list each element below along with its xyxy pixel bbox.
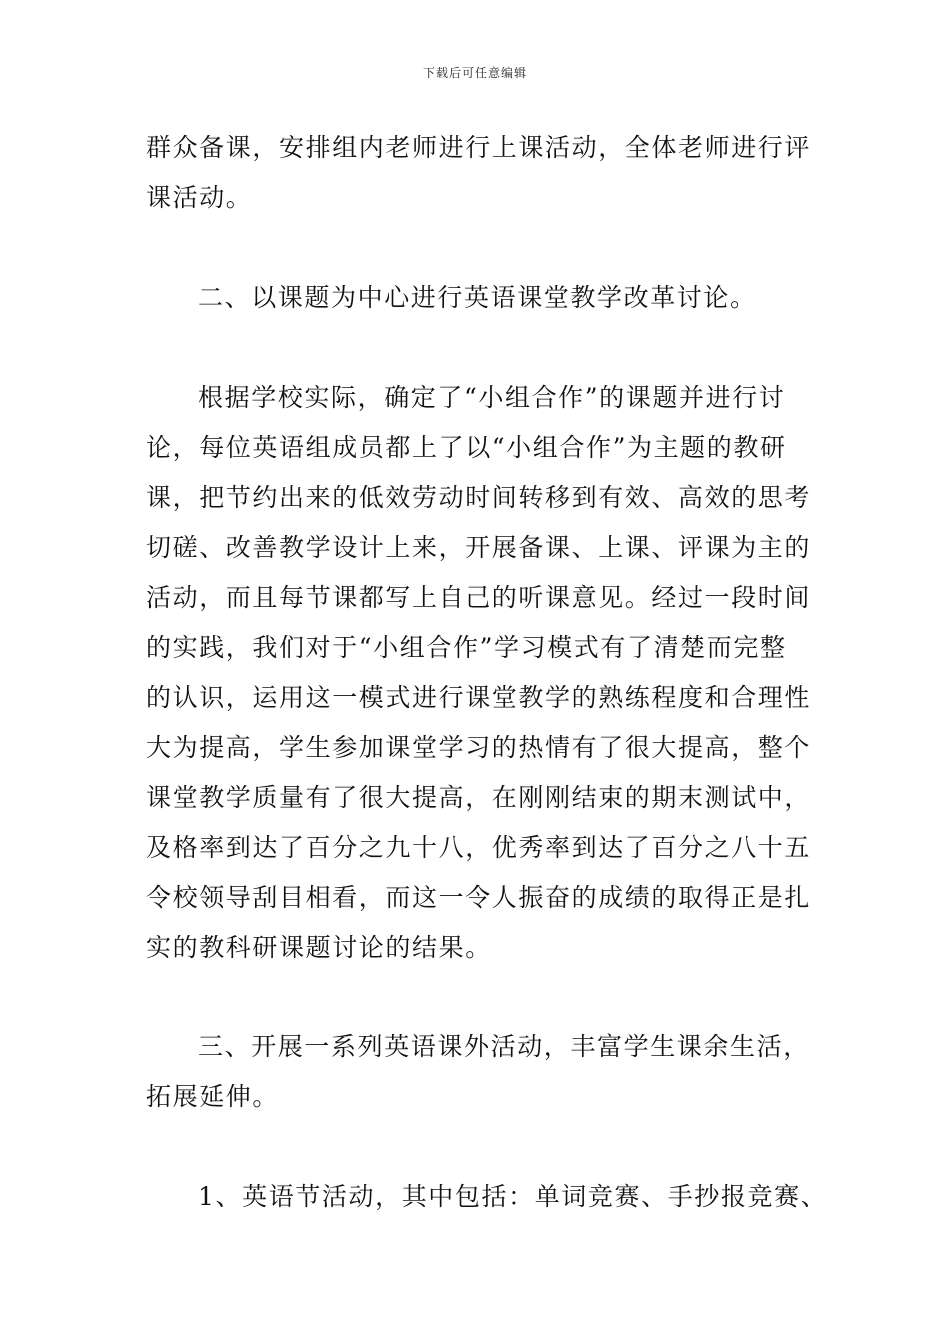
paragraph-1 (146, 123, 812, 223)
section-heading-3 (146, 1022, 808, 1122)
paragraph-line: 根据学校实际，确定了“小组合作”的课题并进行讨 (198, 383, 786, 412)
paragraph-line: 及格率到达了百分之九十八，优秀率到达了百分之八十五 (146, 833, 812, 862)
paragraph-line: 论，每位英语组成员都上了以“小组合作”为主题的教研 (146, 433, 787, 462)
section-heading-2 (146, 273, 808, 323)
paragraph-line: 令校领导刮目相看，而这一令人振奋的成绩的取得正是扎 (146, 883, 812, 912)
paragraph-line: 活动，而且每节课都写上自己的听课意见。经过一段时间 (146, 583, 812, 612)
paragraph-line: 课活动。 (146, 183, 253, 212)
paragraph-line: 群众备课，安排组内老师进行上课活动，全体老师进行评 (146, 133, 812, 162)
paragraph-line: 三、开展一系列英语课外活动，丰富学生课余生活， (198, 1032, 810, 1061)
paragraph-3 (146, 373, 812, 973)
paragraph-line: 1、英语节活动，其中包括：单词竞赛、手抄报竞赛、 (198, 1182, 828, 1211)
list-item-1 (146, 1172, 828, 1222)
paragraph-line: 实的教科研课题讨论的结果。 (146, 933, 492, 962)
page-header-note: 下载后可任意编辑 (422, 66, 527, 80)
paragraph-line: 拓展延伸。 (146, 1082, 280, 1111)
paragraph-line: 二、以课题为中心进行英语课堂教学改革讨论。 (198, 283, 757, 312)
paragraph-line: 的认识，运用这一模式进行课堂教学的熟练程度和合理性 (146, 683, 812, 712)
paragraph-line: 切磋、改善教学设计上来，开展备课、上课、评课为主的 (146, 533, 812, 562)
paragraph-line: 课堂教学质量有了很大提高，在刚刚结束的期末测试中， (146, 783, 812, 812)
paragraph-line: 课，把节约出来的低效劳动时间转移到有效、高效的思考 (146, 483, 812, 512)
paragraph-line: 大为提高，学生参加课堂学习的热情有了很大提高，整个 (146, 733, 812, 762)
paragraph-line: 的实践，我们对于“小组合作”学习模式有了清楚而完整 (146, 633, 787, 662)
